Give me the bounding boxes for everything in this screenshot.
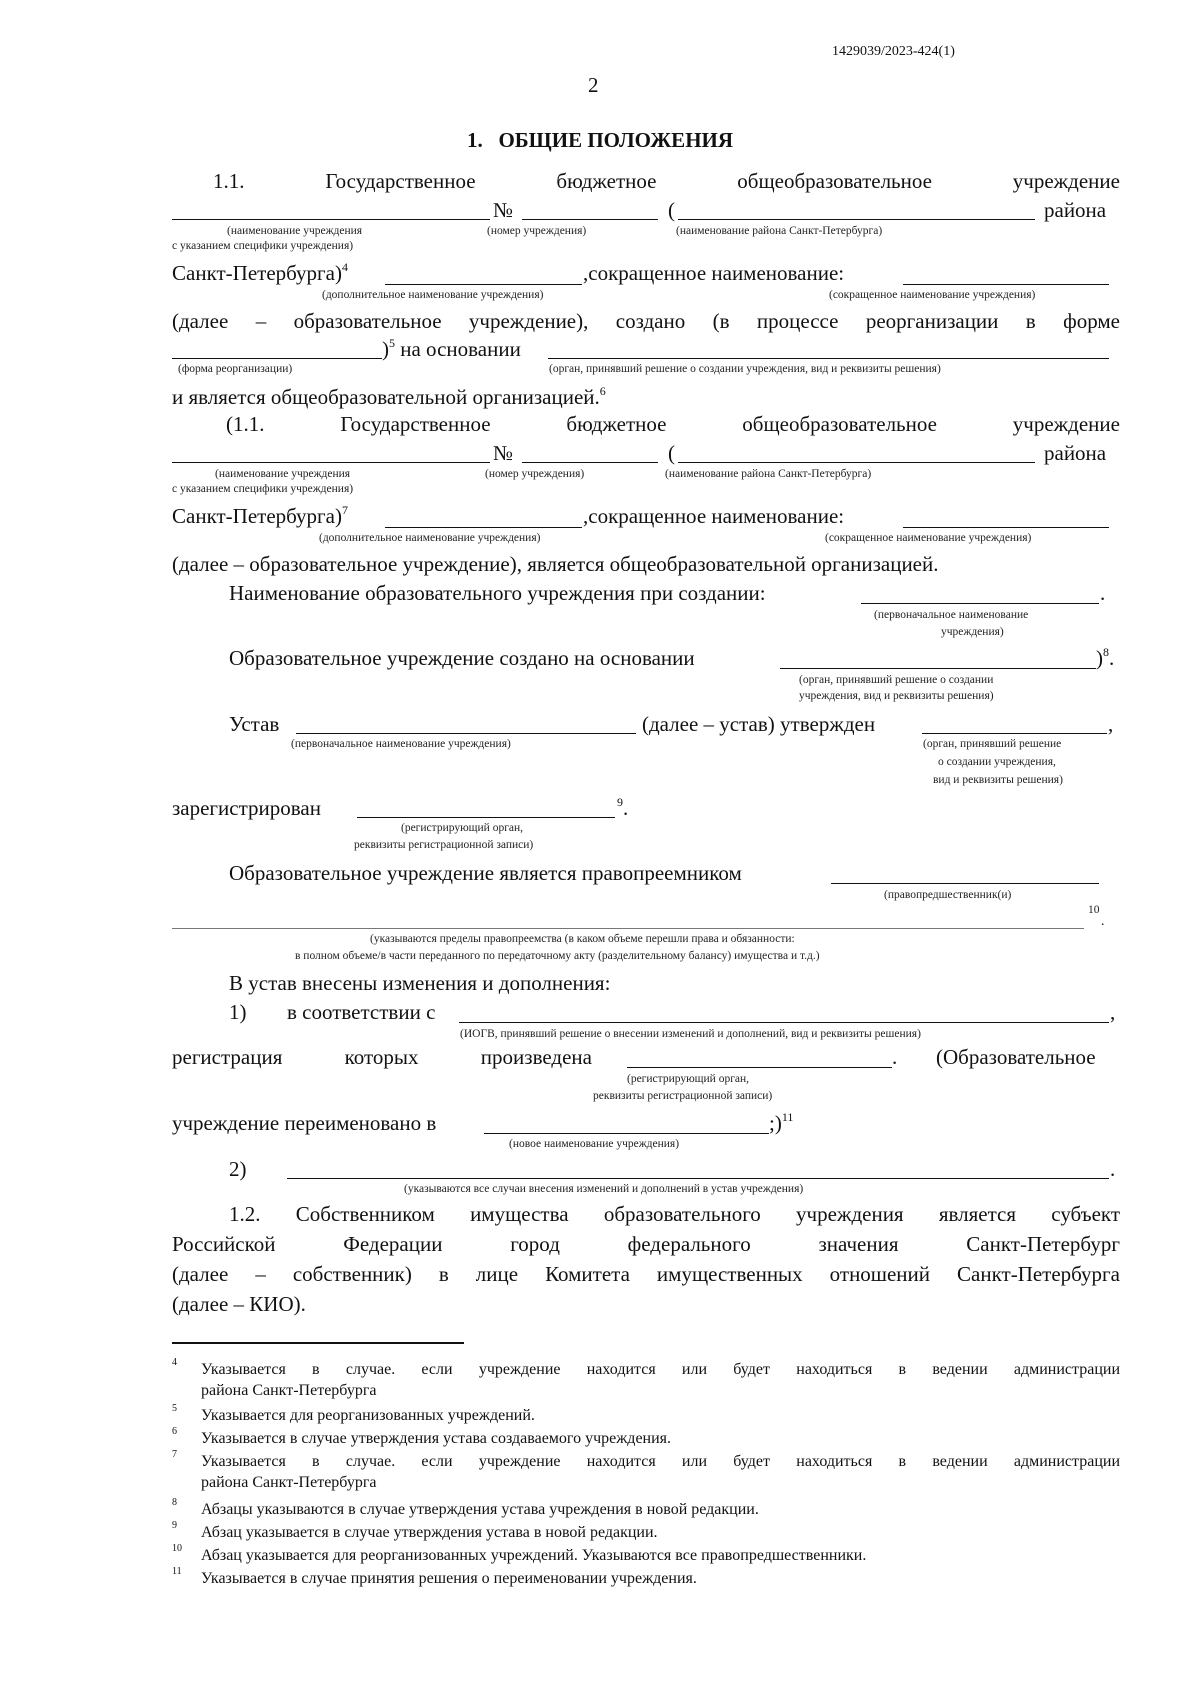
blank-additional-name[interactable] bbox=[385, 284, 582, 285]
footnote-num-8: 8 bbox=[172, 1497, 177, 1508]
footnote-7-text-2: района Санкт-Петербурга bbox=[201, 1474, 377, 1491]
caption-organ-5: вид и реквизиты решения) bbox=[933, 774, 1063, 786]
caption-name-b-2: с указанием специфики учреждения) bbox=[172, 483, 354, 495]
section-title: 1. ОБЩИЕ ПОЛОЖЕНИЯ bbox=[466, 128, 734, 152]
dot-3: . bbox=[892, 1045, 898, 1069]
caption-short: (сокращенное наименование учреждения) bbox=[829, 289, 1036, 301]
general-org-line-b: (далее – образовательное учреждение), является общеобразовательной организацией. bbox=[172, 552, 939, 576]
created-basis-label: Образовательное учреждение создано на основании bbox=[229, 646, 695, 670]
footnote-separator bbox=[172, 1342, 464, 1344]
paragraph-1-1b-line1: (1.1. Государственное бюджетное общеобразовательное учреждение bbox=[226, 412, 1120, 436]
footnote-4-text-2: района Санкт-Петербурга bbox=[201, 1382, 377, 1399]
initial-name-label: Наименование образовательного учреждения при создании: bbox=[229, 581, 766, 605]
caption-additional: (дополнительное наименование учреждения) bbox=[322, 289, 544, 301]
caption-all-changes: (указываются все случаи внесения изменений и дополнений в устав учреждения) bbox=[404, 1183, 804, 1195]
blank-created-basis[interactable] bbox=[780, 668, 1096, 669]
spb-text: Санкт-Петербурга)$^4$ bbox=[172, 260, 348, 285]
caption-reg-2: реквизиты регистрационной записи) bbox=[354, 839, 534, 851]
edu-paren: (Образовательное bbox=[936, 1045, 1096, 1069]
open-paren-b: ( bbox=[668, 441, 675, 465]
comma-2: , bbox=[1110, 1000, 1116, 1024]
footnote-11-text: Указывается в случае принятия решения о переименовании учреждения. bbox=[201, 1570, 697, 1587]
item-2-number: 2) bbox=[229, 1157, 247, 1181]
caption-initial-name: (первоначальное наименование учреждения) bbox=[291, 738, 511, 750]
document-id: 1429039/2023-424(1) bbox=[832, 44, 955, 59]
reorg-line: (далее – образовательное учреждение), создано (в процессе реорганизации в форме bbox=[172, 309, 1120, 333]
dot-limits: . bbox=[1101, 914, 1105, 929]
district-word-b: района bbox=[1044, 441, 1107, 465]
footnote-4-text: Указывается в случае. если учреждение находится или будет находиться в ведении администрации bbox=[201, 1361, 1120, 1378]
open-paren: ( bbox=[668, 198, 675, 222]
caption-district: (наименование района Санкт-Петербурга) bbox=[676, 225, 883, 237]
blank-registration[interactable] bbox=[357, 817, 615, 818]
blank-district-name[interactable] bbox=[678, 219, 1035, 220]
caption-predecessor: (правопредшественник(и) bbox=[884, 889, 1012, 901]
paragraph-1-2-line4: (далее – КИО). bbox=[172, 1292, 306, 1316]
blank-short-name-b[interactable] bbox=[903, 527, 1109, 528]
registration-words: регистрация которых произведена bbox=[172, 1045, 592, 1069]
blank-institution-name-b[interactable] bbox=[172, 462, 490, 463]
caption-name: (наименование учреждения bbox=[227, 225, 363, 237]
comma: , bbox=[1108, 712, 1114, 736]
changes-intro: В устав внесены изменения и дополнения: bbox=[229, 971, 611, 995]
caption-district-b: (наименование района Санкт-Петербурга) bbox=[665, 468, 872, 480]
registered-label: зарегистрирован bbox=[172, 796, 321, 820]
caption-number-b: (номер учреждения) bbox=[485, 468, 585, 480]
successor-label: Образовательное учреждение является правопреемником bbox=[229, 861, 742, 885]
created-basis-end: )$^8$. bbox=[1096, 645, 1115, 670]
blank-predecessor[interactable] bbox=[831, 883, 1099, 884]
blank-all-changes[interactable] bbox=[287, 1178, 1109, 1179]
caption-iogv: (ИОГВ, принявший решение о внесении изменений и дополнений, вид и реквизиты решения) bbox=[460, 1028, 921, 1040]
renamed-end: ;)$^{11}$ bbox=[769, 1110, 794, 1135]
blank-succession-limits[interactable] bbox=[172, 928, 1084, 929]
short-name-label-b: ,сокращенное наименование: bbox=[583, 504, 845, 528]
footnote-num-7: 7 bbox=[172, 1449, 177, 1460]
blank-reorg-form[interactable] bbox=[172, 358, 382, 359]
blank-ustav-organ[interactable] bbox=[922, 733, 1107, 734]
footnote-num-6: 6 bbox=[172, 1426, 177, 1437]
renamed-label: учреждение переименовано в bbox=[172, 1111, 437, 1135]
footnote-8-text: Абзацы указываются в случае утверждения устава учреждения в новой редакции. bbox=[201, 1501, 759, 1518]
blank-registration-2[interactable] bbox=[627, 1067, 892, 1068]
footnote-10-text: Абзац указывается для реорганизованных учреждений. Указываются все правопредшественники. bbox=[201, 1547, 867, 1564]
ustav-label: Устав bbox=[229, 712, 280, 736]
blank-district-name-b[interactable] bbox=[678, 462, 1035, 463]
short-name-label: ,сокращенное наименование: bbox=[583, 261, 845, 285]
blank-organ-decision[interactable] bbox=[548, 358, 1109, 359]
general-org-line: и является общеобразовательной организацией.$^6$ bbox=[172, 384, 606, 409]
ustav-approved: (далее – устав) утвержден bbox=[642, 712, 876, 736]
page-number: 2 bbox=[588, 73, 599, 97]
blank-ustav-name[interactable] bbox=[296, 733, 636, 734]
blank-institution-number[interactable] bbox=[522, 219, 658, 220]
caption-reg-4: реквизиты регистрационной записи) bbox=[593, 1090, 773, 1102]
caption-reg-3: (регистрирующий орган, bbox=[627, 1073, 750, 1085]
blank-iogv[interactable] bbox=[459, 1022, 1109, 1023]
footnote-num-5: 5 bbox=[172, 1403, 177, 1414]
paragraph-1-1-line1: 1.1. Государственное бюджетное общеобразовательное учреждение bbox=[213, 169, 1120, 193]
caption-form: (форма реорганизации) bbox=[178, 363, 293, 375]
blank-initial-name[interactable] bbox=[861, 603, 1099, 604]
footnote-5-text: Указывается для реорганизованных учреждений. bbox=[201, 1407, 535, 1424]
registered-end: $^9$. bbox=[617, 795, 629, 820]
blank-new-name[interactable] bbox=[484, 1133, 769, 1134]
caption-name-b: (наименование учреждения bbox=[215, 468, 351, 480]
footnote-9-text: Абзац указывается в случае утверждения устава в новой редакции. bbox=[201, 1524, 658, 1541]
paragraph-1-2-line2: Российской Федерации город федерального значения Санкт-Петербург bbox=[172, 1232, 1120, 1256]
caption-organ-3: (орган, принявший решение bbox=[923, 738, 1062, 750]
number-sign-b: № bbox=[493, 441, 514, 465]
blank-institution-name[interactable] bbox=[172, 219, 490, 220]
footnote-num-11: 11 bbox=[172, 1566, 182, 1577]
caption-limits-1: (указываются пределы правопреемства (в каком объеме перешли права и обязанности: bbox=[370, 933, 795, 945]
district-word: района bbox=[1044, 198, 1107, 222]
item-1-number: 1) bbox=[229, 1000, 247, 1024]
dot-4: . bbox=[1110, 1157, 1116, 1181]
reorg-basis: )$^5$ на основании bbox=[382, 336, 521, 361]
paragraph-1-2-line1: 1.2. Собственником имущества образовательного учреждения является субъект bbox=[229, 1202, 1120, 1226]
caption-additional-b: (дополнительное наименование учреждения) bbox=[319, 532, 541, 544]
blank-additional-name-b[interactable] bbox=[385, 527, 582, 528]
footnote-num-4: 4 bbox=[172, 1357, 177, 1368]
footnote-num-10: 10 bbox=[172, 1543, 182, 1554]
caption-initial-2: учреждения) bbox=[941, 626, 1004, 638]
caption-name-2: с указанием специфики учреждения) bbox=[172, 240, 354, 252]
caption-organ-2: учреждения, вид и реквизиты решения) bbox=[799, 690, 994, 702]
blank-institution-number-b[interactable] bbox=[522, 462, 658, 463]
dot: . bbox=[1100, 581, 1106, 605]
caption-limits-2: в полном объеме/в части переданного по передаточному акту (разделительному балансу) имущества и т.д.) bbox=[295, 950, 820, 962]
caption-organ-4: о создании учреждения, bbox=[938, 756, 1056, 768]
footnote-7-text: Указывается в случае. если учреждение находится или будет находиться в ведении администрации bbox=[201, 1453, 1120, 1470]
caption-new-name: (новое наименование учреждения) bbox=[509, 1138, 680, 1150]
caption-organ-1: (орган, принявший решение о создании bbox=[799, 674, 994, 686]
caption-organ: (орган, принявший решение о создании учреждения, вид и реквизиты решения) bbox=[549, 363, 941, 375]
number-sign: № bbox=[493, 198, 514, 222]
caption-number: (номер учреждения) bbox=[487, 225, 587, 237]
spb-text-b: Санкт-Петербурга)$^7$ bbox=[172, 503, 348, 528]
caption-short-b: (сокращенное наименование учреждения) bbox=[825, 532, 1032, 544]
caption-reg-1: (регистрирующий орган, bbox=[401, 822, 524, 834]
paragraph-1-2-line3: (далее – собственник) в лице Комитета имущественных отношений Санкт-Петербурга bbox=[172, 1262, 1120, 1286]
according-label: в соответствии с bbox=[287, 1000, 436, 1024]
footnote-6-text: Указывается в случае утверждения устава создаваемого учреждения. bbox=[201, 1430, 672, 1447]
footnote-ref-10: 10 bbox=[1088, 904, 1100, 916]
footnote-num-9: 9 bbox=[172, 1520, 177, 1531]
blank-short-name[interactable] bbox=[903, 284, 1109, 285]
caption-initial: (первоначальное наименование bbox=[874, 609, 1029, 621]
